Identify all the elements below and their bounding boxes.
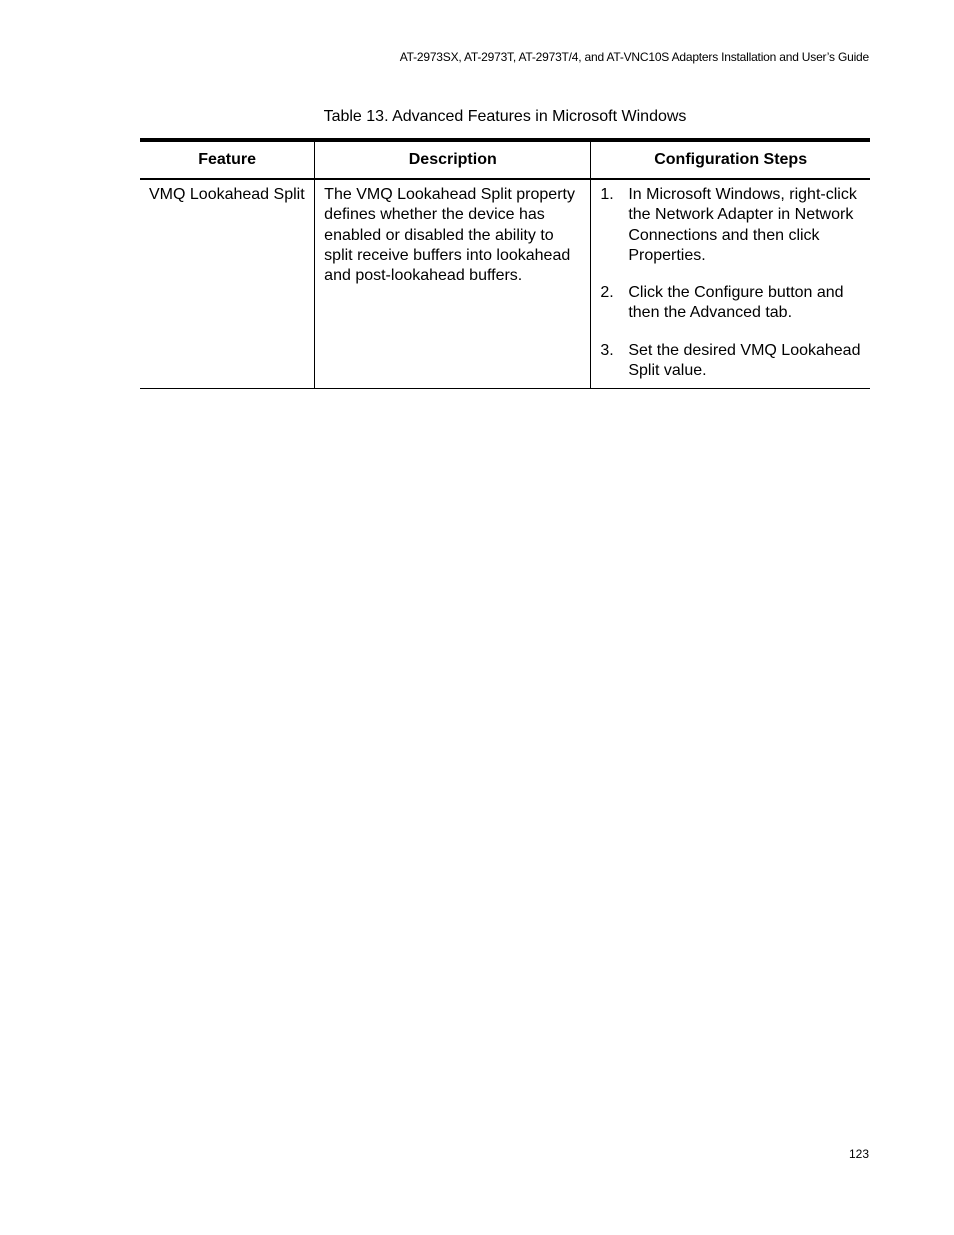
- configuration-steps-cell: [591, 179, 870, 389]
- table-header-row: [140, 140, 870, 179]
- step-number: 2.: [600, 284, 614, 302]
- step-text: In Microsoft Windows, right-click the Network Adapter in Network Connections and then click Properties.: [628, 186, 857, 264]
- step-number: 3.: [600, 341, 614, 359]
- configuration-steps-list: [600, 185, 861, 381]
- features-table: [140, 138, 870, 389]
- column-header-description: Description: [315, 140, 591, 179]
- step-number: 1.: [600, 186, 614, 203]
- list-item: [600, 185, 861, 266]
- list-item: [600, 283, 861, 324]
- feature-cell: VMQ Lookahead Split: [140, 179, 315, 389]
- running-header: AT-2973SX, AT-2973T, AT-2973T/4, and AT-VNC10S Adapters Installation and User’s Guide: [399, 50, 869, 64]
- page-number: 123: [848, 1147, 869, 1161]
- column-header-feature: Feature: [140, 140, 315, 179]
- table-row: [140, 179, 870, 389]
- list-item: [600, 341, 861, 382]
- step-text: Click the Configure button and then the Advanced tab.: [628, 284, 844, 322]
- description-cell: The VMQ Lookahead Split property defines whether the device has enabled or disabled the ability to split receive buffers into lookahead and post-lookahead buffers.: [315, 179, 591, 389]
- step-text: Set the desired VMQ Lookahead Split value.: [628, 341, 861, 380]
- table-caption: Table 13. Advanced Features in Microsoft Windows: [323, 108, 687, 125]
- column-header-configuration-steps: Configuration Steps: [591, 140, 870, 179]
